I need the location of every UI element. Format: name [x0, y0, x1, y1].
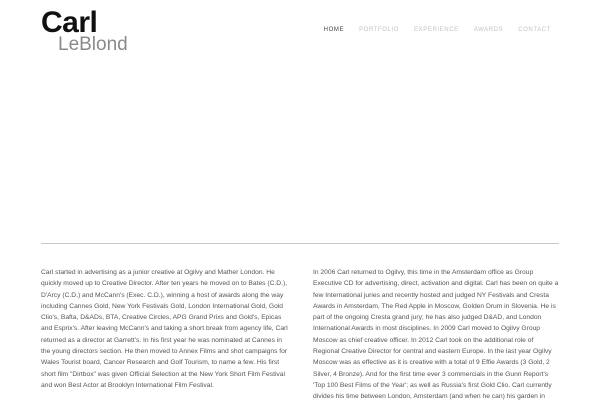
bio-left-column: Carl started in advertising as a junior creative at Ogilvy and Mather London. He quickly moved up to Creative Director. After ten years he moved on to Bates (C.D.), D'Arcy (C.D.) and McCann's (Exec. C.D.), winning a host of awards along the way including Cannes Gold, New York Festivals Gold, London International Gold, Gold Clio's, Bafta, D&ADs, BTA, Creative Circles, APG Grand Prixs and Gold's, Epicas and Esprix's. After leaving McCann's and taking a short break from agency life, Carl returned as a director at Garrett's. In his first year he was nominated at Cannes in the young directors section. He then moved to Annex Films and shot campaigns for Wales Tourist board, Cancer Research and Golf Tourism, to name a few. His first short film "Dirtbox" was given Official Selection at the New York Short Film Festival and won Best Actor at Brooklyn International Film Festival.	[41, 269, 288, 389]
hero-area	[41, 60, 559, 243]
main-nav	[309, 26, 551, 34]
site-logo[interactable]	[41, 8, 141, 54]
logo-last-name: LeBlond	[58, 34, 128, 55]
nav-item-contact[interactable]: CONTACT	[518, 27, 551, 33]
nav-item-experience[interactable]: EXPERIENCE	[414, 27, 459, 33]
logo-first-name: Carl	[41, 6, 98, 39]
nav-item-home[interactable]: HOME	[323, 27, 345, 33]
nav-item-awards[interactable]: AWARDS	[473, 27, 504, 33]
nav-item-portfolio[interactable]: PORTFOLIO	[359, 27, 400, 33]
bio-right-column: In 2006 Carl returned to Ogilvy, this time in the Amsterdam office as Group Executive CD for advertising, direct, activation and digital. Carl has been on quite a few International juries and recently hosted and judged NY Festivals and Cresta Awards in Amsterdam, The Red Apple in Moscow, Golden Drum in Slovenia. He is part of the ongoing Cresta grand jury; he has also judged D&AD, and London International Awards in most disciplines. In 2009 Carl moved to Ogilvy Group Moscow as chief creative officer. In 2012 Carl took on the additional role of Regional Creative Director for central and eastern Europe. In the last year Ogilvy Moscow was as effective as it is creative with a total of 9 Effie Awards (3 Gold, 2 Silver, 4 Bronze). And for the first time ever 3 commercials in the Gunn Report's 'Top 100 Best Films of the Year'; as well as Russia's first Gold Clio. Carl currently divides his time between London, Amsterdam (and when he can) his garden in	[313, 269, 559, 400]
section-divider	[41, 243, 559, 244]
